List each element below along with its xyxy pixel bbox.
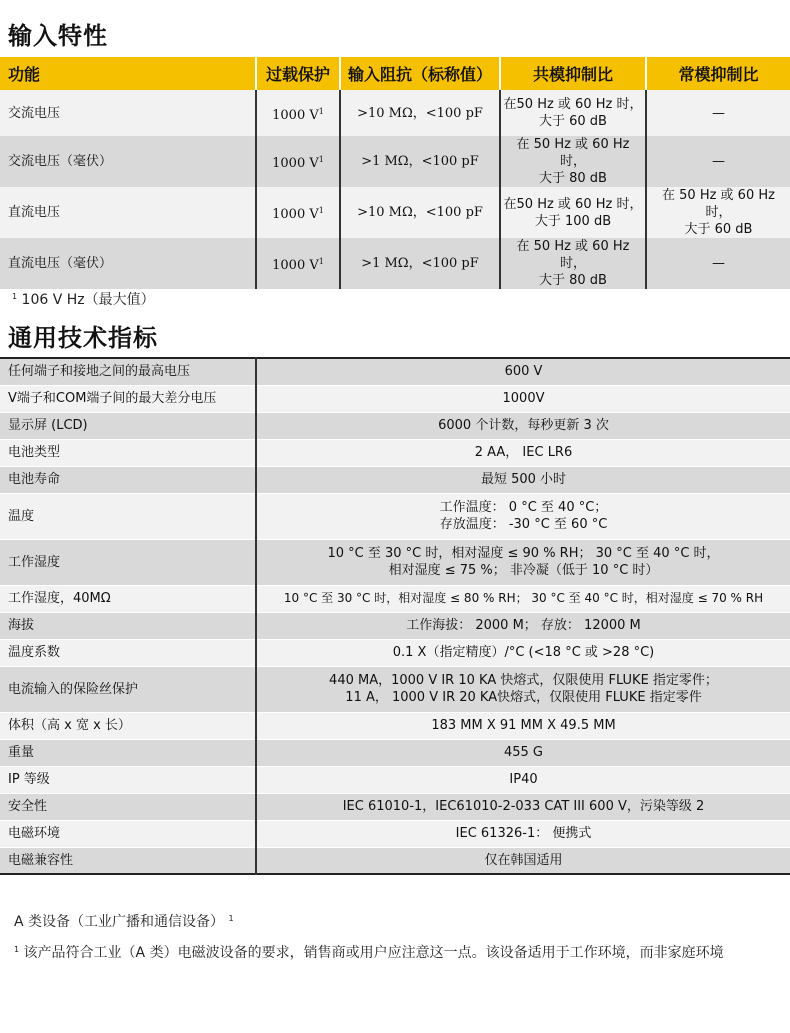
general-specs-title: 通用技术指标: [8, 324, 158, 352]
spec-value: IP40: [256, 766, 790, 793]
spec-value: 183 MM X 91 MM X 49.5 MM: [256, 712, 790, 739]
table-row: [0, 793, 790, 820]
overload-cell: 1000 $V^1$: [256, 90, 340, 136]
table-row: [0, 612, 790, 639]
spec-value: 仅在韩国适用: [256, 847, 790, 874]
table-row: [0, 90, 790, 136]
spec-key: 重量: [0, 739, 256, 766]
spec-key: 显示屏 (LCD): [0, 412, 256, 439]
nmrr-cell: —: [646, 90, 790, 136]
spec-value: 10 °C 至 30 °C 时，相对湿度 ≤ 80 % RH； 30 °C 至 40 °C 时，相对湿度 ≤ 70 % RH: [256, 585, 790, 612]
table-row: [0, 493, 790, 539]
cmrr-cell: 在50 Hz 或 60 Hz 时， 大于 60 dB: [500, 90, 646, 136]
general-specs-table: [0, 357, 790, 875]
spec-key: 电流输入的保险丝保护: [0, 666, 256, 712]
spec-value: 最短 500 小时: [256, 466, 790, 493]
table-row: [0, 585, 790, 612]
spec-key: 工作湿度，40MΩ: [0, 585, 256, 612]
table-row: [0, 136, 790, 187]
header-impedance: 输入阻抗（标称值）: [340, 57, 500, 90]
impedance-cell: >1 MΩ，<100 pF: [340, 136, 500, 187]
spec-key: 电池类型: [0, 439, 256, 466]
spec-key: V端子和COM端子间的最大差分电压: [0, 385, 256, 412]
function-cell: 交流电压: [0, 90, 256, 136]
overload-cell: 1000 $V^1$: [256, 136, 340, 187]
spec-value: 6000 个计数，每秒更新 3 次: [256, 412, 790, 439]
spec-value: IEC 61326-1： 便携式: [256, 820, 790, 847]
input-characteristics-table: [0, 57, 790, 289]
table-row: [0, 539, 790, 585]
spec-value: IEC 61010-1，IEC61010-2-033 CAT III 600 V，污染等级 2: [256, 793, 790, 820]
spec-value: 600 V: [256, 358, 790, 385]
class-a-note: A 类设备（工业广播和通信设备） $^1$: [14, 914, 234, 930]
table-row: [0, 385, 790, 412]
spec-key: 安全性: [0, 793, 256, 820]
class-a-footnote: $^1$ 该产品符合工业（A 类）电磁波设备的要求，销售商或用户应注意这一点。该设备适用于工作环境，而非家庭环境: [14, 945, 724, 961]
spec-value: 1000V: [256, 385, 790, 412]
nmrr-cell: —: [646, 238, 790, 289]
function-cell: 直流电压（毫伏）: [0, 238, 256, 289]
spec-key: 体积（高 x 宽 x 长）: [0, 712, 256, 739]
table-row: [0, 412, 790, 439]
spec-value: 工作海拔： 2000 M； 存放： 12000 M: [256, 612, 790, 639]
spec-key: 温度: [0, 493, 256, 539]
header-overload: 过载保护: [256, 57, 340, 90]
function-cell: 直流电压: [0, 187, 256, 238]
table-row: [0, 712, 790, 739]
overload-cell: 1000 $V^1$: [256, 238, 340, 289]
spec-key: IP 等级: [0, 766, 256, 793]
cmrr-cell: 在 50 Hz 或 60 Hz 时， 大于 80 dB: [500, 238, 646, 289]
table-row: [0, 739, 790, 766]
header-function: 功能: [0, 57, 256, 90]
nmrr-cell: —: [646, 136, 790, 187]
table-row: [0, 358, 790, 385]
spec-key: 电池寿命: [0, 466, 256, 493]
table-row: [0, 466, 790, 493]
table-row: [0, 847, 790, 874]
spec-value: 2 AA， IEC LR6: [256, 439, 790, 466]
table-row: [0, 187, 790, 238]
cmrr-cell: 在 50 Hz 或 60 Hz 时， 大于 80 dB: [500, 136, 646, 187]
table-row: [0, 766, 790, 793]
spec-key: 海拔: [0, 612, 256, 639]
spec-key: 工作湿度: [0, 539, 256, 585]
spec-key: 电磁环境: [0, 820, 256, 847]
nmrr-cell: 在 50 Hz 或 60 Hz 时， 大于 60 dB: [646, 187, 790, 238]
table-header-row: [0, 57, 790, 90]
cmrr-cell: 在50 Hz 或 60 Hz 时， 大于 100 dB: [500, 187, 646, 238]
input-footnote: $^1$ 106 V Hz（最大值）: [12, 292, 155, 308]
table-row: [0, 639, 790, 666]
header-nmrr: 常模抑制比: [646, 57, 790, 90]
spec-value: 0.1 X（指定精度）/°C (<18 °C 或 >28 °C): [256, 639, 790, 666]
impedance-cell: >10 MΩ，<100 pF: [340, 90, 500, 136]
function-cell: 交流电压（毫伏）: [0, 136, 256, 187]
spec-value: 10 °C 至 30 °C 时，相对湿度 ≤ 90 % RH； 30 °C 至 40 °C 时， 相对湿度 ≤ 75 %； 非冷凝（低于 10 °C 时）: [256, 539, 790, 585]
spec-key: 电磁兼容性: [0, 847, 256, 874]
table-row: [0, 820, 790, 847]
spec-key: 温度系数: [0, 639, 256, 666]
table-row: [0, 439, 790, 466]
table-row: [0, 238, 790, 289]
spec-value: 440 MA，1000 V IR 10 KA 快熔式，仅限使用 FLUKE 指定零件； 11 A， 1000 V IR 20 KA快熔式，仅限使用 FLUKE 指定零件: [256, 666, 790, 712]
header-cmrr: 共模抑制比: [500, 57, 646, 90]
table-row: [0, 666, 790, 712]
spec-value: 455 G: [256, 739, 790, 766]
impedance-cell: >1 MΩ，<100 pF: [340, 238, 500, 289]
spec-value: 工作温度： 0 °C 至 40 °C； 存放温度： -30 °C 至 60 °C: [256, 493, 790, 539]
impedance-cell: >10 MΩ，<100 pF: [340, 187, 500, 238]
spec-key: 任何端子和接地之间的最高电压: [0, 358, 256, 385]
input-characteristics-title: 输入特性: [8, 22, 108, 50]
overload-cell: 1000 $V^1$: [256, 187, 340, 238]
